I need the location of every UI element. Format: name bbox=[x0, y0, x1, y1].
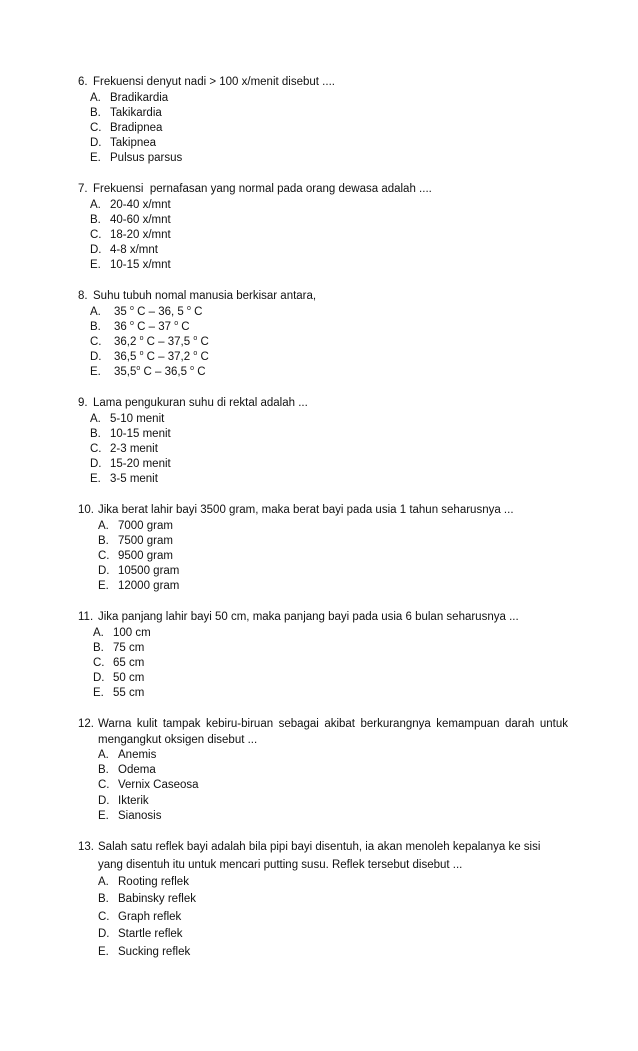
option-letter: A. bbox=[90, 412, 101, 425]
option-text: 50 cm bbox=[113, 672, 145, 685]
answer-option-e bbox=[93, 686, 568, 701]
answer-option-d bbox=[90, 457, 568, 472]
answer-options bbox=[98, 519, 568, 595]
answer-option-b bbox=[90, 213, 568, 228]
option-letter: E. bbox=[98, 809, 109, 822]
question-stem bbox=[78, 503, 568, 519]
option-text: Takikardia bbox=[110, 106, 162, 119]
option-text: Babinsky reflek bbox=[118, 893, 196, 906]
degree-symbol: o bbox=[190, 365, 195, 373]
question-11 bbox=[78, 610, 568, 701]
option-text: 7000 gram bbox=[118, 519, 173, 532]
answer-option-b bbox=[98, 534, 568, 549]
option-letter: B. bbox=[90, 427, 101, 440]
answer-option-c bbox=[90, 442, 568, 457]
option-letter: A. bbox=[98, 876, 109, 888]
answer-option-c bbox=[98, 549, 568, 564]
option-text: Ikterik bbox=[118, 794, 149, 807]
option-letter: D. bbox=[93, 672, 105, 685]
option-letter: D. bbox=[90, 137, 102, 150]
question-number: 12. bbox=[78, 718, 94, 730]
option-letter: E. bbox=[90, 473, 101, 486]
question-stem bbox=[78, 839, 568, 874]
option-text: Pulsus parsus bbox=[110, 152, 183, 165]
option-letter: A. bbox=[98, 749, 109, 761]
option-text: 4-8 x/mnt bbox=[110, 244, 158, 257]
option-letter: A. bbox=[93, 626, 104, 639]
option-text: 10-15 x/mnt bbox=[110, 259, 171, 272]
answer-option-a bbox=[90, 198, 568, 213]
degree-symbol: o bbox=[193, 335, 198, 343]
option-text: 35 $^o$ C – 36, 5 $^o$ C bbox=[114, 304, 203, 318]
option-text: Vernix Caseosa bbox=[118, 779, 199, 792]
answer-option-c bbox=[90, 228, 568, 243]
option-text: 3-5 menit bbox=[110, 473, 158, 486]
option-letter: B. bbox=[98, 893, 109, 906]
degree-symbol: o bbox=[130, 319, 134, 327]
option-text: 2-3 menit bbox=[110, 442, 158, 455]
option-text: 75 cm bbox=[113, 641, 145, 654]
answer-option-a bbox=[90, 305, 568, 320]
question-12 bbox=[78, 717, 568, 824]
answer-option-c bbox=[93, 656, 568, 671]
answer-option-c bbox=[98, 909, 568, 926]
option-text: Bradipnea bbox=[110, 121, 163, 134]
answer-options bbox=[93, 626, 568, 702]
option-letter: A. bbox=[90, 305, 101, 318]
option-letter: D. bbox=[90, 351, 102, 364]
option-text: 18-20 x/mnt bbox=[110, 228, 171, 241]
answer-option-b bbox=[98, 891, 568, 908]
option-text: 10500 gram bbox=[118, 565, 180, 578]
option-text: 100 cm bbox=[113, 626, 151, 639]
answer-options bbox=[90, 412, 568, 488]
option-letter: C. bbox=[90, 442, 102, 455]
question-stem bbox=[78, 610, 568, 626]
option-letter: B. bbox=[90, 106, 101, 119]
answer-options bbox=[98, 748, 568, 824]
question-stem bbox=[78, 182, 568, 198]
option-text: Odema bbox=[118, 764, 156, 777]
answer-options bbox=[98, 874, 568, 961]
question-text: Suhu tubuh nomal manusia berkisar antara, bbox=[93, 290, 317, 302]
option-letter: A. bbox=[98, 519, 109, 532]
degree-symbol: o bbox=[174, 319, 179, 327]
option-letter: B. bbox=[93, 641, 104, 654]
answer-option-b bbox=[90, 320, 568, 335]
option-letter: D. bbox=[98, 565, 110, 578]
degree-symbol: o bbox=[193, 350, 198, 358]
question-7 bbox=[78, 182, 568, 273]
option-text: 10-15 menit bbox=[110, 427, 171, 440]
answer-option-e bbox=[90, 365, 568, 380]
answer-option-e bbox=[90, 472, 568, 487]
option-letter: C. bbox=[98, 910, 110, 923]
answer-options bbox=[90, 198, 568, 274]
option-text: 36 $^o$ C – 37 $^o$ C bbox=[114, 319, 190, 333]
option-text: 5-10 menit bbox=[110, 412, 165, 425]
answer-option-e bbox=[90, 258, 568, 273]
option-letter: C. bbox=[93, 656, 105, 669]
answer-options bbox=[90, 91, 568, 167]
option-letter: C. bbox=[90, 228, 102, 241]
option-text: Anemis bbox=[118, 749, 157, 761]
option-text: 12000 gram bbox=[118, 580, 180, 593]
question-6 bbox=[78, 75, 568, 166]
question-10 bbox=[78, 503, 568, 594]
question-13 bbox=[78, 839, 568, 961]
option-letter: B. bbox=[90, 213, 101, 226]
option-text: 36,2 $^o$ C – 37,5 $^o$ C bbox=[114, 335, 209, 348]
question-stem bbox=[78, 289, 568, 305]
option-letter: E. bbox=[93, 687, 104, 700]
option-text: 7500 gram bbox=[118, 534, 173, 547]
option-text: Graph reflek bbox=[118, 910, 182, 923]
degree-symbol: o bbox=[136, 365, 141, 373]
answer-option-e bbox=[98, 809, 568, 824]
answer-option-e bbox=[98, 579, 568, 594]
degree-symbol: o bbox=[186, 304, 191, 312]
option-letter: C. bbox=[98, 779, 110, 792]
answer-option-c bbox=[90, 121, 568, 136]
option-letter: C. bbox=[90, 121, 102, 134]
option-letter: D. bbox=[98, 928, 110, 941]
answer-option-c bbox=[98, 778, 568, 793]
option-text: 65 cm bbox=[113, 656, 145, 669]
option-text: 55 cm bbox=[113, 687, 145, 700]
question-stem bbox=[78, 75, 568, 91]
question-number: 8. bbox=[78, 290, 88, 302]
option-text: 20-40 x/mnt bbox=[110, 198, 171, 211]
answer-option-b bbox=[98, 763, 568, 778]
question-number: 6. bbox=[78, 76, 88, 88]
option-text: Rooting reflek bbox=[118, 876, 189, 888]
option-text: 9500 gram bbox=[118, 549, 173, 562]
option-letter: C. bbox=[90, 335, 102, 348]
question-text: Lama pengukuran suhu di rektal adalah ... bbox=[93, 397, 308, 409]
question-number: 9. bbox=[78, 397, 88, 409]
answer-option-b bbox=[90, 427, 568, 442]
question-9 bbox=[78, 396, 568, 487]
option-text: Startle reflek bbox=[118, 928, 183, 941]
question-number: 11. bbox=[78, 611, 94, 623]
answer-option-d bbox=[90, 350, 568, 365]
option-letter: D. bbox=[98, 794, 110, 807]
question-text: Frekuensi denyut nadi > 100 x/menit disebut .... bbox=[93, 76, 335, 88]
question-text: Jika berat lahir bayi 3500 gram, maka berat bayi pada usia 1 tahun seharusnya ... bbox=[98, 504, 514, 516]
question-number: 13. bbox=[78, 841, 94, 853]
option-letter: E. bbox=[98, 580, 109, 593]
answer-option-d bbox=[98, 926, 568, 943]
option-letter: B. bbox=[98, 764, 109, 777]
option-text: 36,5 $^o$ C – 37,2 $^o$ C bbox=[114, 350, 209, 364]
option-letter: A. bbox=[90, 91, 101, 104]
answer-option-b bbox=[93, 641, 568, 656]
answer-option-d bbox=[90, 136, 568, 151]
answer-option-a bbox=[90, 91, 568, 106]
answer-option-a bbox=[98, 874, 568, 891]
option-letter: D. bbox=[90, 458, 102, 471]
option-text: 15-20 menit bbox=[110, 458, 171, 471]
question-text: Warna kulit tampak kebiru-biruan sebagai akibat berkurangnya kemampuan darah untuk mengangkut oksigen disebut ... bbox=[98, 718, 568, 746]
answer-option-d bbox=[93, 671, 568, 686]
question-stem bbox=[78, 396, 568, 412]
answer-option-d bbox=[90, 243, 568, 258]
answer-option-b bbox=[90, 106, 568, 121]
option-text: 40-60 x/mnt bbox=[110, 213, 171, 226]
degree-symbol: o bbox=[130, 304, 134, 312]
answer-option-a bbox=[98, 748, 568, 763]
answer-option-a bbox=[90, 412, 568, 427]
option-text: Takipnea bbox=[110, 137, 157, 150]
option-letter: B. bbox=[98, 534, 109, 547]
answer-option-c bbox=[90, 335, 568, 350]
answer-option-e bbox=[98, 944, 568, 961]
answer-option-a bbox=[98, 519, 568, 534]
question-text: Frekuensi pernafasan yang normal pada orang dewasa adalah .... bbox=[93, 183, 432, 195]
option-letter: E. bbox=[90, 366, 101, 379]
option-letter: E. bbox=[90, 259, 101, 272]
option-letter: C. bbox=[98, 549, 110, 562]
option-letter: D. bbox=[90, 244, 102, 257]
question-stem bbox=[78, 717, 568, 748]
option-letter: B. bbox=[90, 320, 101, 333]
degree-symbol: o bbox=[139, 350, 144, 358]
option-letter: E. bbox=[98, 945, 109, 958]
question-number: 7. bbox=[78, 183, 88, 195]
option-letter: A. bbox=[90, 198, 101, 211]
answer-option-d bbox=[98, 564, 568, 579]
answer-options bbox=[90, 305, 568, 381]
answer-option-d bbox=[98, 794, 568, 809]
question-text: Jika panjang lahir bayi 50 cm, maka panjang bayi pada usia 6 bulan seharusnya ... bbox=[98, 611, 519, 623]
option-text: Bradikardia bbox=[110, 91, 169, 104]
option-text: 35,5$^o$ C – 36,5 $^o$ C bbox=[114, 365, 206, 379]
option-text: Sianosis bbox=[118, 809, 162, 822]
option-text: Sucking reflek bbox=[118, 945, 191, 958]
question-text: Salah satu reflek bayi adalah bila pipi bayi disentuh, ia akan menoleh kepalanya ke sisi yang disentuh itu untuk mencari putting susu. Reflek tersebut disebut ... bbox=[98, 841, 541, 871]
degree-symbol: o bbox=[139, 335, 144, 343]
question-number: 10. bbox=[78, 504, 94, 516]
answer-option-e bbox=[90, 151, 568, 166]
option-letter: E. bbox=[90, 152, 101, 165]
answer-option-a bbox=[93, 626, 568, 641]
question-8 bbox=[78, 289, 568, 380]
